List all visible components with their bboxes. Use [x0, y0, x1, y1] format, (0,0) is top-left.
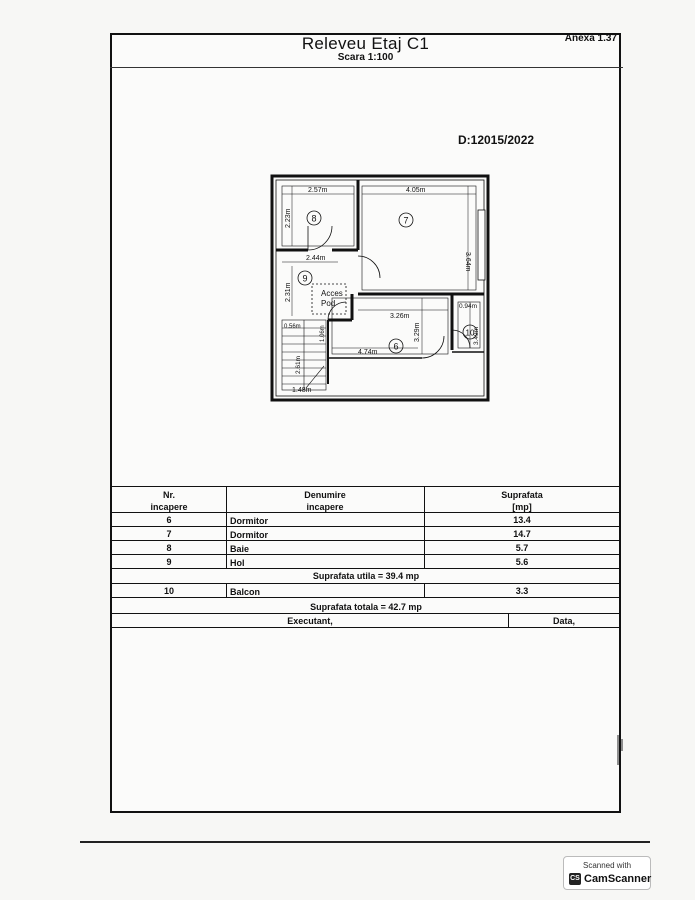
window-right	[478, 210, 485, 280]
header-den-line1: Denumire	[304, 490, 346, 500]
header-nr-line2: incapere	[150, 502, 188, 512]
row-area: 14.7	[513, 529, 531, 539]
inner-outline	[276, 180, 484, 396]
header-sup-line2: [mp]	[512, 502, 532, 512]
table-row	[112, 541, 620, 555]
useful-total: Suprafata utila = 39.4 mp	[312, 571, 420, 581]
dim-3-64: 3.64m	[464, 252, 471, 272]
row-name: Baie	[230, 544, 250, 554]
dim-3-26: 3.26m	[390, 313, 410, 320]
table-row	[112, 513, 620, 527]
door-7	[358, 256, 380, 278]
room-6-number: 6	[393, 341, 399, 352]
dim-1-48: 1.48m	[292, 387, 312, 394]
row-name: Balcon	[230, 587, 261, 597]
door-6	[422, 336, 444, 358]
header-denumire	[226, 487, 424, 512]
room-9-number: 9	[302, 273, 308, 284]
executant-label: Executant,	[287, 616, 333, 626]
dim-2-61: 2.61m	[295, 355, 302, 374]
dim-3-29: 3.29m	[414, 322, 421, 342]
row-name: Dormitor	[230, 530, 268, 540]
row-name: Dormitor	[230, 516, 268, 526]
page-title: Releveu Etaj C1	[301, 34, 430, 53]
acces-label: Acces	[321, 289, 343, 298]
watermark-name: CamScanner	[584, 873, 652, 885]
row-nr: 7	[166, 529, 172, 539]
row-area: 5.6	[515, 557, 529, 567]
floor-plan	[262, 170, 502, 406]
data-label: Data,	[552, 616, 575, 626]
watermark-top-text: Scanned with	[582, 861, 632, 870]
document-id: D:12015/2022	[458, 133, 535, 147]
scale-label: Scara 1:100	[337, 52, 394, 63]
balcony-row	[112, 584, 620, 598]
dim-3-49: 3.49m	[473, 326, 480, 345]
room-7-number: 7	[403, 215, 409, 226]
outer-wall	[272, 176, 488, 400]
header-nr	[112, 487, 226, 512]
room-6-outline	[332, 298, 448, 354]
room-10-number: 10	[465, 328, 475, 338]
dim-2-57: 2.57m	[308, 187, 328, 194]
room-7-outline	[362, 186, 476, 290]
row-nr: 10	[163, 586, 174, 596]
room-8-number: 8	[311, 213, 317, 224]
dim-2-23: 2.23m	[285, 208, 292, 228]
header-sup-line1: Suprafata	[501, 490, 543, 500]
dim-0-94: 0.94m	[459, 303, 478, 310]
page-frame	[110, 33, 621, 813]
row-nr: 9	[166, 557, 172, 567]
room-8-outline	[282, 186, 354, 246]
footer-line	[80, 841, 650, 843]
signature-row	[112, 614, 620, 628]
table-row	[112, 555, 620, 569]
camscanner-watermark	[563, 856, 651, 890]
pod-label: Pod	[321, 299, 336, 308]
table-header-row	[112, 486, 620, 513]
row-area: 3.3	[515, 586, 529, 596]
row-name: Hol	[230, 558, 245, 568]
dim-4-05: 4.05m	[406, 187, 426, 194]
camscanner-logo-icon: CS	[569, 873, 581, 885]
row-nr: 6	[166, 515, 172, 525]
row-area: 5.7	[515, 543, 529, 553]
header-suprafata	[424, 487, 620, 512]
row-nr: 8	[166, 543, 172, 553]
floor-plan-drawing	[262, 170, 502, 406]
grand-total: Suprafata totala = 42.7 mp	[310, 602, 422, 612]
grand-total-row	[112, 598, 620, 614]
header-nr-line1: Nr.	[162, 490, 175, 500]
header-den-line2: incapere	[306, 502, 344, 512]
useful-total-row	[112, 569, 620, 584]
dim-2-44: 2.44m	[306, 255, 326, 262]
edge-marks	[616, 735, 624, 765]
table-row	[112, 527, 620, 541]
annex-label: Anexa 1.37	[564, 33, 617, 44]
area-table	[112, 486, 620, 628]
dim-2-31: 2.31m	[285, 282, 292, 302]
header-rule	[110, 67, 623, 68]
row-area: 13.4	[513, 515, 531, 525]
dim-0-56: 0.56m	[284, 324, 301, 330]
dim-1-06: 1.06m	[320, 325, 326, 342]
door-8	[308, 226, 332, 250]
dim-4-74: 4.74m	[358, 349, 378, 356]
